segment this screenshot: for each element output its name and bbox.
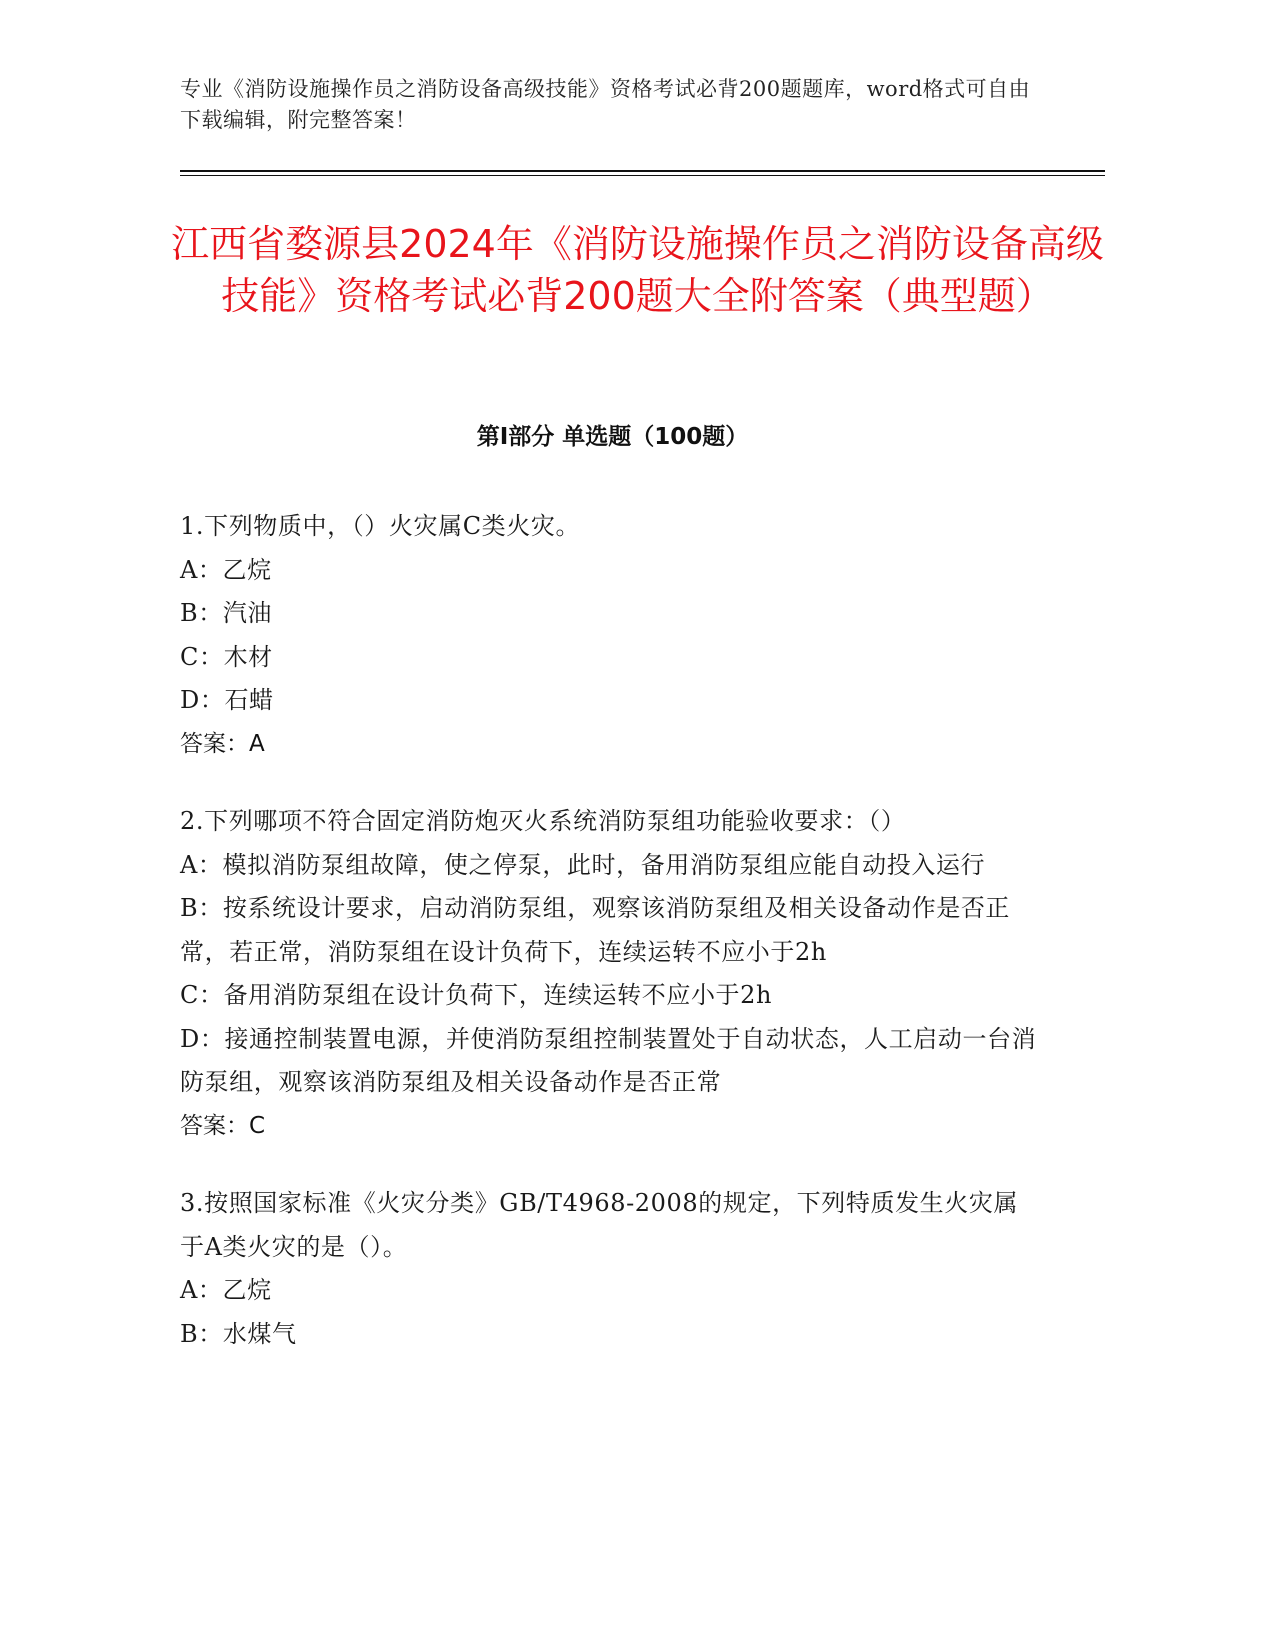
header-rule-thin <box>180 175 1105 176</box>
option-c: C：木材 <box>180 642 273 671</box>
question-stem: 3.按照国家标准《火灾分类》GB/T4968-2008的规定，下列特质发生火灾属于A类火灾的是（）。 <box>180 1189 1019 1261</box>
question-2 <box>180 800 1040 1148</box>
section-title: 第Ⅰ部分 单选题（100题） <box>476 424 749 450</box>
option-b: B：按系统设计要求，启动消防泵组，观察该消防泵组及相关设备动作是否正常，若正常，消防泵组在设计负荷下，连续运转不应小于2h <box>180 894 1011 966</box>
header-note: 专业《消防设施操作员之消防设备高级技能》资格考试必背200题题库，word格式可自由下载编辑，附完整答案！ <box>180 77 1031 132</box>
question-list <box>180 505 1040 1390</box>
answer: 答案：A <box>180 730 265 757</box>
option-a: A：模拟消防泵组故障，使之停泵，此时，备用消防泵组应能自动投入运行 <box>180 850 986 879</box>
option-c: C：备用消防泵组在设计负荷下，连续运转不应小于2h <box>180 981 773 1009</box>
question-stem: 2.下列哪项不符合固定消防炮灭火系统消防泵组功能验收要求：（） <box>180 807 906 835</box>
option-d: D：石蜡 <box>180 686 274 714</box>
option-a: A：乙烷 <box>180 1276 272 1304</box>
answer: 答案：C <box>180 1112 266 1139</box>
option-b: B：汽油 <box>180 599 273 627</box>
header-rule-thick <box>180 170 1105 172</box>
option-a: A：乙烷 <box>180 555 272 584</box>
option-d: D：接通控制装置电源，并使消防泵组控制装置处于自动状态，人工启动一台消防泵组，观察该消防泵组及相关设备动作是否正常 <box>180 1024 1037 1096</box>
question-3 <box>180 1182 1040 1356</box>
question-stem: 1.下列物质中，（）火灾属C类火灾。 <box>180 512 581 540</box>
option-b: B：水煤气 <box>180 1319 297 1348</box>
document-title: 江西省婺源县2024年《消防设施操作员之消防设备高级技能》资格考试必背200题大全附答案（典型题） <box>171 222 1104 318</box>
question-1 <box>180 505 1040 766</box>
